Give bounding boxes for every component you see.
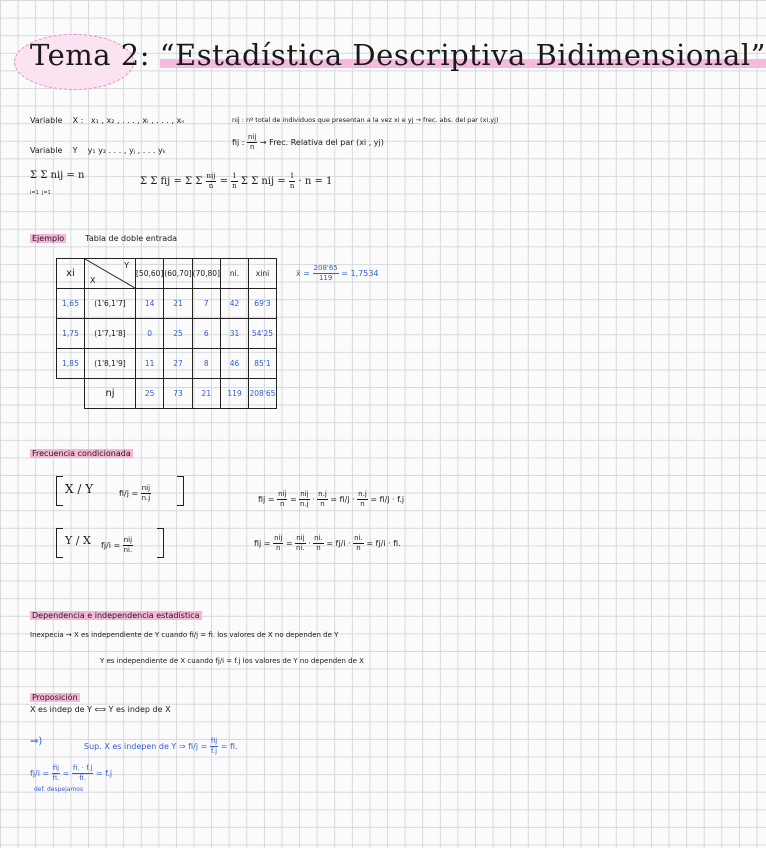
eq1-f2n: nij (300, 490, 309, 498)
sum-result: · n = 1 (298, 176, 333, 187)
conditional-eq-1 (258, 490, 404, 509)
cell: 69'3 (248, 289, 276, 319)
proof2-num2: fi. · f.j (72, 764, 93, 772)
proof1-den: f.j (210, 747, 218, 755)
eq2-d: = fj/i · (326, 539, 351, 548)
cell: 7 (192, 289, 220, 319)
variable-x-values: x₁ , x₂ , . . . , xᵢ , . . . , xₙ (90, 116, 185, 125)
double-entry-table (56, 258, 277, 409)
fij-definition (232, 133, 384, 152)
example-desc: Tabla de doble entrada (85, 234, 178, 243)
cell: 21 (164, 289, 192, 319)
table-row (57, 319, 277, 349)
variable-x-row (30, 116, 184, 125)
proof2-post: = f.j (95, 769, 113, 778)
eq2-e: = fj/i · fi. (366, 539, 401, 548)
cell: 31 (220, 319, 248, 349)
box2-den: ni. (123, 546, 133, 554)
box1-left: X / Y (65, 482, 94, 496)
box1-formula (119, 484, 151, 503)
eq1-b: = (289, 495, 297, 504)
example-label: Ejemplo (32, 234, 65, 243)
variable-y-label: Variable (30, 146, 63, 155)
proof1-post: = fi. (220, 742, 238, 751)
independence-line-1: Inexpecia → X es independiente de Y cuando fi/j = fi. los valores de X no dependen de Y (30, 631, 339, 639)
sum-limit-j: j=1 (41, 190, 51, 196)
eq1-c: · (312, 495, 315, 504)
sum-frac-den: n (208, 182, 214, 190)
total-cell: 25 (136, 379, 164, 409)
row-interval: (1'8,1'9] (85, 349, 136, 379)
page-title (30, 38, 766, 72)
table-header-row (57, 259, 277, 289)
sum-frac-num: nij (206, 172, 216, 180)
proposition-statement: X es indep de Y ⟺ Y es indep de X (30, 705, 171, 714)
total-cell: 21 (192, 379, 220, 409)
table-row (57, 349, 277, 379)
table-total-row (57, 379, 277, 409)
eq2-c: · (308, 539, 311, 548)
proof-line-2 (30, 764, 112, 783)
eq2-f4n: ni. (354, 534, 363, 542)
title-number: Tema 2: (30, 38, 150, 72)
variable-y-values: y₁ y₂ . . . , yⱼ , . . . yₖ (87, 146, 167, 155)
independence-label: Dependencia e independencia estadística (32, 611, 200, 620)
example-heading (30, 226, 177, 245)
cell: 0 (136, 319, 164, 349)
blank-cell (57, 379, 85, 409)
eq2-f3n: ni. (314, 534, 323, 542)
conditional-label: Frecuencia condicionada (32, 449, 131, 458)
box2-f: fj/i = (101, 541, 121, 550)
total-cell: 208'65 (248, 379, 276, 409)
table-row (57, 289, 277, 319)
title-text: “Estadística Descriptiva Bidimensional” (159, 38, 766, 72)
box1-f: fi/j = (119, 489, 139, 498)
sum-frac3-den: n (289, 182, 295, 190)
fij-num: nij (248, 133, 257, 141)
col-header: (60,70] (164, 259, 192, 289)
cell: 85'1 (248, 349, 276, 379)
box1-num: nij (141, 484, 151, 492)
corner-x: X (90, 276, 96, 285)
proof2-den2: fi. (79, 774, 86, 782)
fij-label: fij : (232, 138, 245, 147)
eq2-a: fij = (254, 539, 271, 548)
sum-fij-text: Σ Σ fij = Σ Σ (140, 176, 203, 187)
box-x-given-y (56, 476, 184, 506)
eq1-f4n: n.j (358, 490, 367, 498)
proof-line-1 (84, 737, 238, 756)
fij-den: n (249, 143, 255, 151)
proof2-pre: fj/i = (30, 769, 50, 778)
eq2-f1n: nij (274, 534, 283, 542)
row-interval: (1'6,1'7] (85, 289, 136, 319)
eq2-b: = (285, 539, 293, 548)
proof2-num: fij (52, 764, 60, 772)
proposition-heading (30, 685, 80, 704)
eq1-d: = fi/j · (330, 495, 355, 504)
cell: 25 (164, 319, 192, 349)
variable-y-row (30, 146, 166, 155)
variable-x-label: Variable (30, 116, 63, 125)
col-header: (70,80] (192, 259, 220, 289)
proof2-den: fi. (52, 774, 60, 782)
cell: 46 (220, 349, 248, 379)
cell: 6 (192, 319, 220, 349)
eq1-e: = fi/j · f.j (370, 495, 405, 504)
box2-formula (101, 536, 133, 555)
mean-calculation (296, 264, 379, 283)
proof-arrow: ⇒) (30, 736, 43, 747)
box2-num: nij (123, 536, 133, 544)
col-header: [50,60] (136, 259, 164, 289)
eq1-f2d: n.j (300, 500, 309, 508)
row-interval: (1'7,1'8] (85, 319, 136, 349)
sum-nij (30, 170, 84, 181)
total-cell: 119 (220, 379, 248, 409)
cell: 42 (220, 289, 248, 319)
cell: 54'25 (248, 319, 276, 349)
sum-limit-i: i=1 (30, 190, 39, 196)
sum-nij-text: Σ Σ nij = n (30, 170, 85, 181)
proposition-label: Proposición (32, 693, 78, 702)
box2-left: Y / X (65, 534, 91, 547)
row-x: 1,75 (57, 319, 85, 349)
variable-x-symbol: X : (72, 116, 84, 125)
mean-result: = 1,7534 (341, 269, 379, 278)
total-cell: 73 (164, 379, 192, 409)
proof1-num: fij (210, 737, 218, 745)
cell: 27 (164, 349, 192, 379)
conditional-heading (30, 441, 133, 460)
box1-den: n.j (141, 494, 151, 502)
corner-y: Y (124, 261, 129, 270)
eq1-f1d: n (280, 500, 285, 508)
sum-frac3-num: 1 (289, 172, 295, 180)
sum-limits-1 (30, 190, 51, 196)
sum-fij (140, 172, 332, 191)
proof-note: def. despejamos (34, 786, 84, 793)
sum-frac2-den: n (232, 182, 237, 190)
independence-heading (30, 603, 202, 622)
variable-y-symbol: Y (72, 146, 78, 155)
mean-num: 208'65 (313, 264, 338, 272)
fij-desc: → Frec. Relativa del par (xi , yj) (259, 138, 384, 147)
nij-definition: nij : nº total de individuos que presentan a la vez xi e yj → frec. abs. del par (xi,yj) (232, 116, 499, 124)
row-x: 1,65 (57, 289, 85, 319)
col-header: ni. (220, 259, 248, 289)
total-label: nj (85, 379, 136, 409)
eq2-f1d: n (276, 544, 281, 552)
conditional-eq-2 (254, 534, 401, 553)
mean-den: 119 (318, 274, 333, 282)
cell: 8 (192, 349, 220, 379)
eq1-f1n: nij (278, 490, 287, 498)
sum-eq: = (219, 176, 229, 187)
col-header: xini (248, 259, 276, 289)
box-y-given-x (56, 528, 164, 558)
eq2-f2d: ni. (296, 544, 305, 552)
cell: 11 (136, 349, 164, 379)
eq1-f3n: n.j (318, 490, 327, 498)
eq1-a: fij = (258, 495, 275, 504)
independence-line-2: Y es independiente de X cuando fj/i = f.j los valores de Y no dependen de X (100, 657, 364, 665)
proof2-mid: = (62, 769, 70, 778)
eq2-f3d: n (316, 544, 321, 552)
eq2-f2n: nij (296, 534, 305, 542)
proof1-pre: Sup. X es indepen de Y ⇒ fi/j = (84, 742, 208, 751)
eq1-f3d: n (320, 500, 325, 508)
eq1-f4d: n (360, 500, 365, 508)
row-x: 1,85 (57, 349, 85, 379)
eq2-f4d: n (356, 544, 361, 552)
table-xi-header: xi (57, 259, 85, 289)
title-banner (14, 30, 766, 96)
mean-label: x̄ = (296, 269, 310, 278)
sum-frac2-num: 1 (232, 172, 237, 180)
sum-nij-eq: Σ Σ nij = (240, 176, 286, 187)
cell: 14 (136, 289, 164, 319)
table-corner (85, 259, 136, 289)
